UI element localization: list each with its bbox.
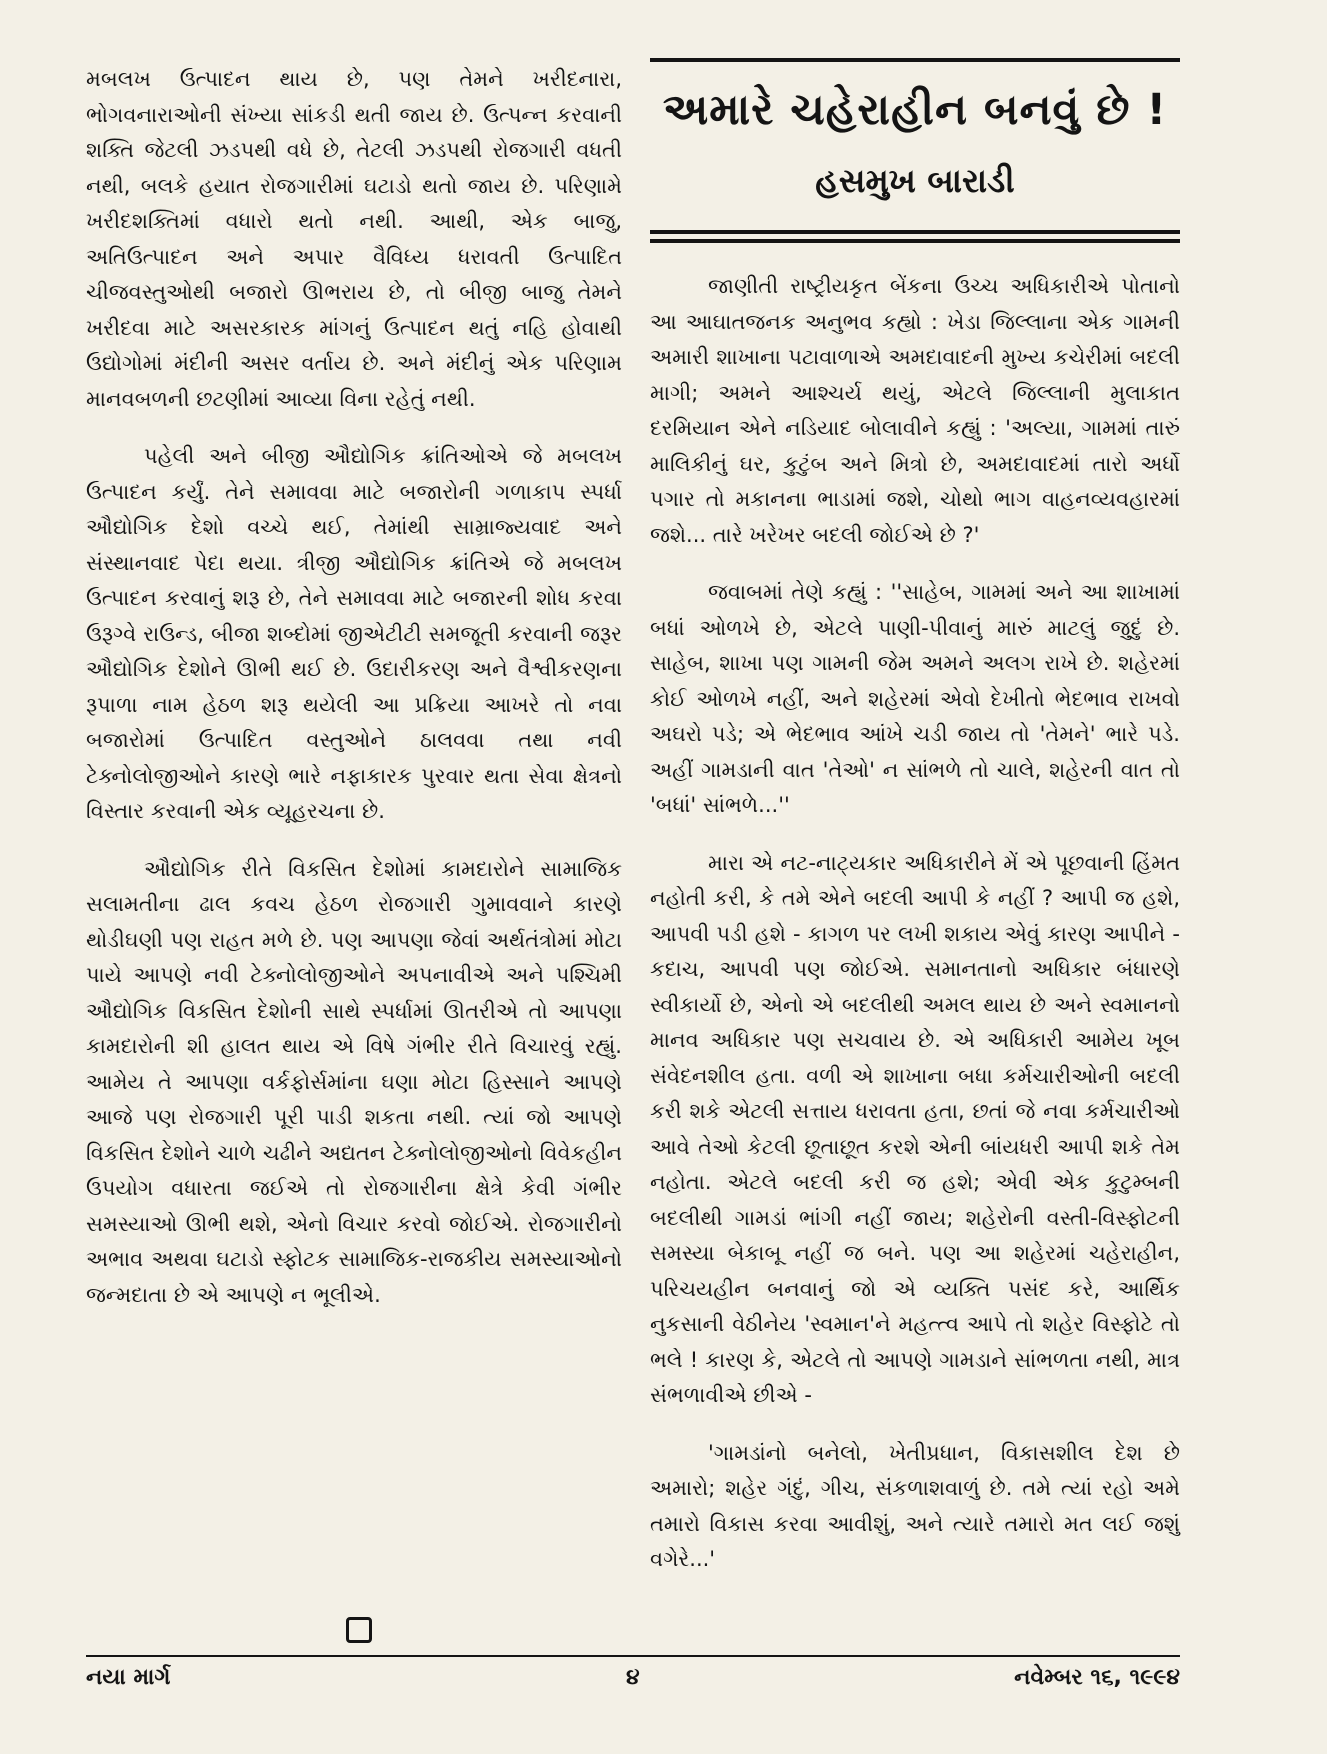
end-of-article-mark [346, 1617, 372, 1643]
article-author: હસમુખ બારાડી [815, 161, 1015, 200]
article-paragraph-2: જવાબમાં તેણે કહ્યું : ''સાહેબ, ગામમાં અને આ શાખામાં બધાં ઓળખે છે, એટલે પાણી-પીવાનું મારું માટલું જુદું છે. સાહેબ, શાખા પણ ગામની જેમ અમને અલગ રાખે છે. શહેરમાં કોઈ ઓળખે નહીં, અને શહેરમાં એવો દેખીતો ભેદભાવ રાખવો અઘરો પડે; એ ભેદભાવ આંખે ચડી જાય તો 'તેમને' ભારે પડે. અહીં ગામડાની વાત 'તેઓ' ન સાંભળે તો ચાલે, શહેરની વાત તો 'બધાં' સાંભળે...'' [650, 580, 1180, 817]
left-column [86, 62, 622, 1335]
footer-page-number: ૪ [626, 1665, 640, 1690]
article-paragraph-4: 'ગામડાંનો બનેલો, ખેતીપ્રધાન, વિકાસશીલ દેશ છે અમારો; શહેર ગંદું, ગીચ, સંકળાશવાળું છે. તમે ત્યાં રહો અમે તમારો વિકાસ કરવા આવીશું, અને ત્યારે તમારો મત લઈ જશું વગેરે...' [650, 1440, 1180, 1571]
article-paragraph-3: મારા એ નટ-નાટ્યકાર અધિકારીને મેં એ પૂછવાની હિંમત નહોતી કરી, કે તમે એને બદલી આપી કે નહીં ? આપી જ હશે, આપવી પડી હશે - કાગળ પર લખી શકાય એવું કારણ આપીને - કદાચ, આપવી પણ જોઈએ. સમાનતાનો અધિકાર બંધારણે સ્વીકાર્યો છે, એનો એ બદલીથી અમલ થાય છે અને સ્વમાનનો માનવ અધિકાર પણ સચવાય છે. એ અધિકારી આમેય ખૂબ સંવેદનશીલ હતા. વળી એ શાખાના બધા કર્મચારીઓની બદલી કરી શકે એટલી સત્તાય ધરાવતા હતા, છતાં જે નવા કર્મચારીઓ આવે તેઓ કેટલી છૂતાછૂત કરશે એની બાંયધરી આપી શકે તેમ નહોતા. એટલે બદલી કરી જ હશે; એવી એક કુટુમ્બની બદલીથી ગામડાં ભાંગી નહીં જાય; શહેરોની વસ્તી-વિસ્ફોટની સમસ્યા બેકાબૂ નહીં જ બને. પણ આ શહેરમાં ચહેરાહીન, પરિચયહીન બનવાનું જો એ વ્યક્તિ પસંદ કરે, આર્થિક નુકસાની વેઠીનેય 'સ્વમાન'ને મહત્ત્વ આપે તો શહેર વિસ્ફોટે તો ભલે ! કારણ કે, એટલે તો આપણે ગામડાને સાંભળતા નથી, માત્ર સંભળાવીએ છીએ - [650, 850, 1180, 1407]
article-paragraph-1: જાણીતી રાષ્ટ્રીયકૃત બેંકના ઉચ્ચ અધિકારીએ પોતાનો આ આઘાતજનક અનુભવ કહ્યો : ખેડા જિલ્લાના એક ગામની અમારી શાખાના પટાવાળાએ અમદાવાદની મુખ્ય કચેરીમાં બદલી માગી; અમને આશ્ચર્ય થયું, એટલે જિલ્લાની મુલાકાત દરમિયાન એને નડિયાદ બોલાવીને કહ્યું : 'અલ્યા, ગામમાં તારું માલિકીનું ઘર, કુટુંબ અને મિત્રો છે, અમદાવાદમાં તારો અર્ધો પગાર તો મકાનના ભાડામાં જશે, ચોથો ભાગ વાહનવ્યવહારમાં જશે... તારે ખરેખર બદલી જોઈએ છે ?' [650, 274, 1180, 547]
page-footer [86, 1665, 1180, 1699]
footer-date: નવેમ્બર ૧૬, ૧૯૯૪ [1014, 1665, 1180, 1690]
right-column [650, 58, 1180, 1600]
left-paragraph-2: પહેલી અને બીજી ઔદ્યોગિક ક્રાંતિઓએ જે મબલખ ઉત્પાદન કર્યું. તેને સમાવવા માટે બજારોની ગળાકાપ સ્પર્ધા ઔદ્યોગિક દેશો વચ્ચે થઈ, તેમાંથી સામ્રાજ્યવાદ અને સંસ્થાનવાદ પેદા થયા. ત્રીજી ઔદ્યોગિક ક્રાંતિએ જે મબલખ ઉત્પાદન કરવાનું શરૂ છે, તેને સમાવવા માટે બજારની શોધ કરવા ઉરૂગ્વે રાઉન્ડ, બીજા શબ્દોમાં જીએટીટી સમજૂતી કરવાની જરૂર ઔદ્યોગિક દેશોને ઊભી થઈ છે. ઉદારીકરણ અને વૈશ્વીકરણના રૂપાળા નામ હેઠળ શરૂ થયેલી આ પ્રક્રિયા આખરે તો નવા બજારોમાં ઉત્પાદિત વસ્તુઓને ઠાલવવા તથા નવી ટેક્નોલોજીઓને કારણે ભારે નફાકારક પુરવાર થતા સેવા ક્ષેત્રનો વિસ્તાર કરવાની એક વ્યૂહરચના છે. [86, 444, 622, 823]
title-bottom-rule [650, 230, 1180, 234]
title-bottom-rule-2 [650, 239, 1180, 243]
article-body [650, 269, 1180, 1578]
left-paragraph-3: ઔદ્યોગિક રીતે વિકસિત દેશોમાં કામદારોને સામાજિક સલામતીના ઢાલ કવચ હેઠળ રોજગારી ગુમાવવાને કારણે થોડીઘણી પણ રાહત મળે છે. પણ આપણા જેવાં અર્થતંત્રોમાં મોટા પાયે આપણે નવી ટેક્નોલોજીઓને અપનાવીએ અને પશ્ચિમી ઔદ્યોગિક વિકસિત દેશોની સાથે સ્પર્ધામાં ઊતરીએ તો આપણા કામદારોની શી હાલત થાય એ વિષે ગંભીર રીતે વિચારવું રહ્યું. આમેય તે આપણા વર્કફોર્સમાંના ઘણા મોટા હિસ્સાને આપણે આજે પણ રોજગારી પૂરી પાડી શકતા નથી. ત્યાં જો આપણે વિકસિત દેશોને ચાળે ચઢીને અદ્યતન ટેક્નોલોજીઓનો વિવેકહીન ઉપયોગ વધારતા જઈએ તો રોજગારીના ક્ષેત્રે કેવી ગંભીર સમસ્યાઓ ઊભી થશે, એનો વિચાર કરવો જોઈએ. રોજગારીનો અભાવ અથવા ઘટાડો સ્ફોટક સામાજિક-રાજકીય સમસ્યાઓનો જન્મદાતા છે એ આપણે ન ભૂલીએ. [86, 856, 622, 1307]
footer-publication: નયા માર્ગ [86, 1665, 171, 1690]
left-paragraph-1: મબલખ ઉત્પાદન થાય છે, પણ તેમને ખરીદનારા, ભોગવનારાઓની સંખ્યા સાંકડી થતી જાય છે. ઉત્પન્ન કરવાની શક્તિ જેટલી ઝડપથી વધે છે, તેટલી ઝડપથી રોજગારી વધતી નથી, બલકે હયાત રોજગારીમાં ઘટાડો થતો જાય છે. પરિણામે ખરીદશક્તિમાં વધારો થતો નથી. આથી, એક બાજુ, અતિઉત્પાદન અને અપાર વૈવિધ્ય ધરાવતી ઉત્પાદિત ચીજવસ્તુઓથી બજારો ઊભરાય છે, તો બીજી બાજુ તેમને ખરીદવા માટે અસરકારક માંગનું ઉત્પાદન થતું નહિ હોવાથી ઉદ્યોગોમાં મંદીની અસર વર્તાય છે. અને મંદીનું એક પરિણામ માનવબળની છટણીમાં આવ્યા વિના રહેતું નથી. [86, 67, 622, 411]
footer-rule [86, 1655, 1180, 1657]
title-top-rule [650, 58, 1180, 62]
article-title: અમારે ચહેરાહીન બનવું છે ! [662, 85, 1168, 135]
